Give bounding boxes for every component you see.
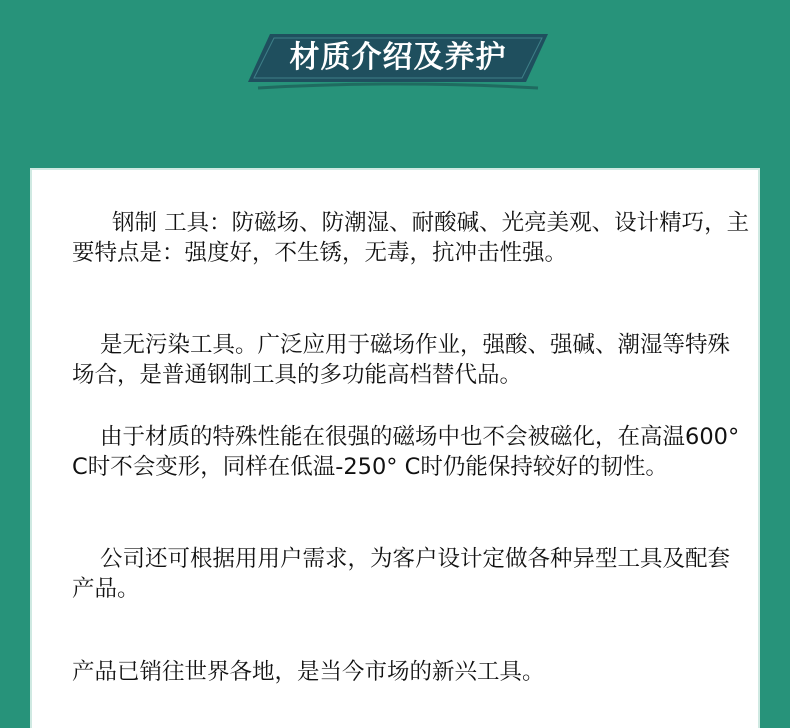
paragraph-features: 钢制 工具：防磁场、防潮湿、耐酸碱、光亮美观、设计精巧，主要特点是：强度好，不生锈，无毒，抗冲击性强。 <box>72 210 750 266</box>
page-title: 材质介绍及养护 <box>289 40 507 75</box>
content-panel <box>30 168 760 728</box>
title-banner <box>248 30 548 86</box>
paragraph-properties: 由于材质的特殊性能在很强的磁场中也不会被磁化，在高温600° C时不会变形，同样在低温-250° C时仍能保持较好的韧性。 <box>72 424 740 480</box>
paragraph-market: 产品已销往世界各地，是当今市场的新兴工具。 <box>72 659 545 685</box>
paragraph-applications: 是无污染工具。广泛应用于磁场作业，强酸、强碱、潮湿等特殊场合，是普通钢制工具的多功能高档替代品。 <box>72 332 731 388</box>
header-band <box>0 0 790 168</box>
paragraph-customization: 公司还可根据用用户需求，为客户设计定做各种异型工具及配套产品。 <box>72 546 731 602</box>
